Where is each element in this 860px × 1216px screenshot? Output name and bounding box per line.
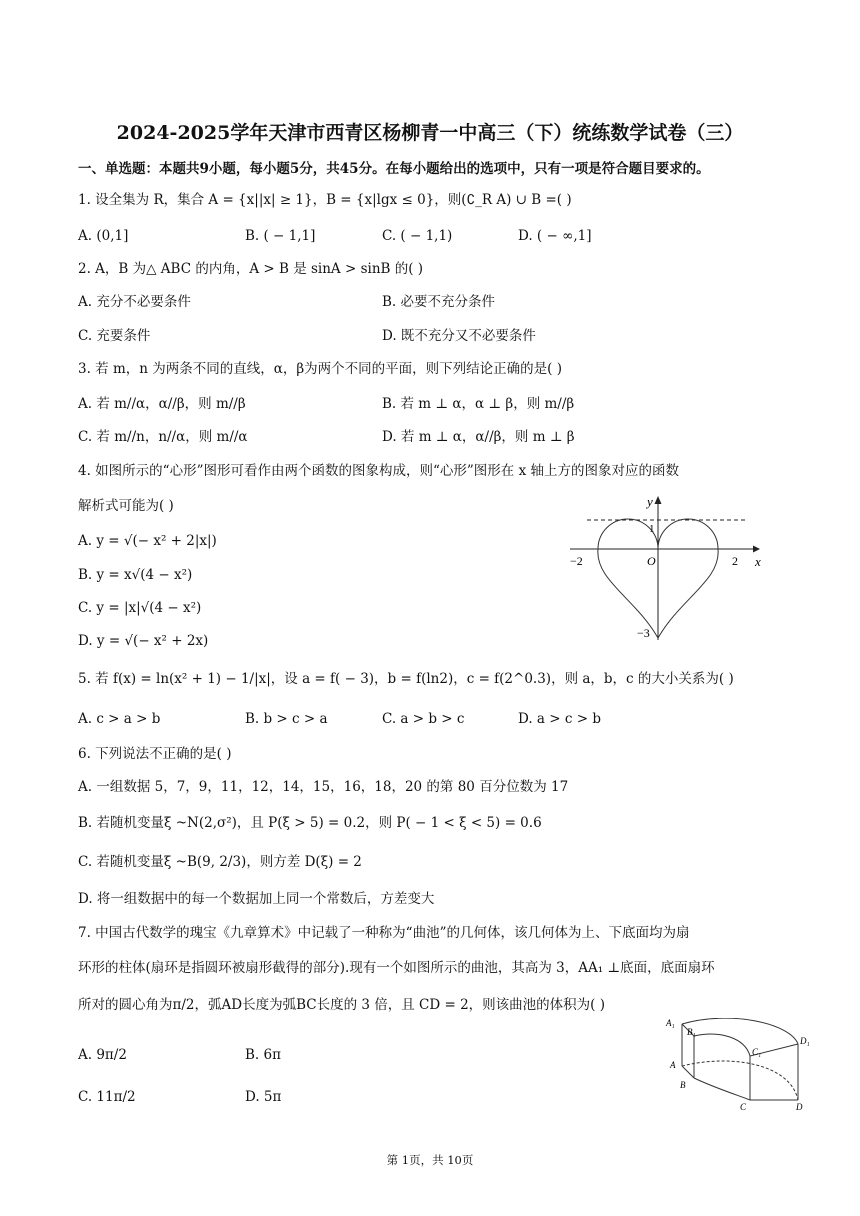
- q3-option-b: B. 若 m ⊥ α，α ⊥ β，则 m//β: [382, 396, 575, 412]
- y-axis-label: y: [647, 494, 653, 509]
- q2-option-d: D. 既不充分又不必要条件: [382, 328, 536, 344]
- heart-upper-right: [658, 519, 718, 549]
- q4-option-c: C. y = |x|√(4 − x²): [78, 600, 202, 616]
- q1-option-a: A. (0,1]: [78, 228, 129, 244]
- q4-option-d: D. y = √(− x² + 2x): [78, 633, 209, 649]
- page-title: 2024-2025学年天津市西青区杨柳青一中高三（下）统练数学试卷（三）: [116, 122, 744, 144]
- heart-figure: [565, 490, 770, 645]
- y-axis-arrow: [655, 496, 662, 504]
- q3-option-a: A. 若 m//α，α//β，则 m//β: [78, 396, 246, 412]
- page-footer: 第 1页，共 10页: [386, 1153, 474, 1167]
- q6-option-a: A. 一组数据 5，7，9，11，12，14，15，16，18，20 的第 80 百分位数为 17: [78, 779, 569, 795]
- top-inner-arc: [694, 1034, 750, 1056]
- q5-option-d: D. a > c > b: [518, 711, 601, 727]
- q5-option-b: B. b > c > a: [245, 711, 328, 727]
- question-7-line3: 所对的圆心角为π/2，弧AD长度为弧BC长度的 3 倍，且 CD = 2，则该曲池的体积为( ): [78, 997, 606, 1013]
- question-4-stem-line1: 4. 如图所示的“心形”图形可看作由两个函数的图象构成，则“心形”图形在 x 轴上方的图象对应的函数: [78, 463, 679, 479]
- question-1-stem: 1. 设全集为 R，集合 A = {x||x| ≥ 1}，B = {x|lgx ≤ 0}，则(∁_R A) ∪ B =( ): [78, 192, 572, 208]
- q4-option-a: A. y = √(− x² + 2|x|): [78, 533, 217, 549]
- label-d1: D₁: [800, 1036, 810, 1046]
- section-heading: 一、单选题：本题共9小题，每小题5分，共45分。在每小题给出的选项中，只有一项是符合题目要求的。: [78, 161, 710, 177]
- label-c: C: [740, 1102, 747, 1112]
- question-5-stem: 5. 若 f(x) = ln(x² + 1) − 1/|x|，设 a = f( − 3)，b = f(ln2)，c = f(2^0.3)，则 a，b，c 的大小关系为( ): [78, 671, 734, 687]
- label-b1: B₁: [687, 1027, 696, 1037]
- q1-option-b: B. ( − 1,1]: [245, 228, 316, 244]
- question-4-stem-line2: 解析式可能为( ): [78, 498, 174, 514]
- tick-label-1: 1: [649, 523, 655, 535]
- q4-option-b: B. y = x√(4 − x²): [78, 567, 193, 583]
- q5-option-c: C. a > b > c: [382, 711, 465, 727]
- q1-option-c: C. ( − 1,1): [382, 228, 453, 244]
- q7-option-a: A. 9π/2: [78, 1047, 127, 1063]
- heart-lower-right: [658, 549, 718, 638]
- q2-option-c: C. 充要条件: [78, 328, 151, 344]
- origin-label: O: [647, 554, 656, 568]
- tick-label-neg2: −2: [570, 554, 583, 568]
- question-2-stem: 2. A，B 为△ ABC 的内角，A > B 是 sinA > sinB 的( ): [78, 261, 424, 277]
- q3-option-c: C. 若 m//n，n//α，则 m//α: [78, 429, 248, 445]
- tick-label-neg3: −3: [637, 626, 650, 640]
- question-3-stem: 3. 若 m，n 为两条不同的直线，α，β为两个不同的平面，则下列结论正确的是( ): [78, 361, 562, 377]
- question-7-line2: 环形的柱体(扇环是指圆环被扇形截得的部分).现有一个如图所示的曲池，其高为 3，AA₁ ⊥底面，底面扇环: [78, 960, 715, 976]
- label-d: D: [796, 1102, 803, 1112]
- x-axis-label: x: [755, 554, 761, 569]
- question-7-line1: 7. 中国古代数学的瑰宝《九章算术》中记载了一种称为“曲池”的几何体，该几何体为上、下底面均为扇: [78, 925, 690, 941]
- label-c1: C₁: [752, 1047, 762, 1057]
- q2-option-b: B. 必要不充分条件: [382, 294, 496, 310]
- top-outer-arc: [682, 1018, 798, 1044]
- tick-label-2: 2: [732, 554, 738, 568]
- q7-option-d: D. 5π: [245, 1089, 282, 1105]
- q5-option-a: A. c > a > b: [78, 711, 161, 727]
- bottom-inner-arc: [694, 1078, 750, 1100]
- q2-option-a: A. 充分不必要条件: [78, 294, 191, 310]
- curved-pool-figure: [660, 1018, 820, 1118]
- x-axis-arrow: [753, 546, 760, 553]
- q6-option-c: C. 若随机变量ξ ~B(9, 2/3)，则方差 D(ξ) = 2: [78, 854, 362, 870]
- q6-option-b: B. 若随机变量ξ ~N(2,σ²)，且 P(ξ > 5) = 0.2，则 P( − 1 < ξ < 5) = 0.6: [78, 815, 542, 831]
- label-a: A: [670, 1060, 676, 1070]
- label-b: B: [680, 1080, 686, 1090]
- q7-option-c: C. 11π/2: [78, 1089, 136, 1105]
- q3-option-d: D. 若 m ⊥ α，α//β，则 m ⊥ β: [382, 429, 575, 445]
- edge-a-b: [682, 1066, 694, 1078]
- q6-option-d: D. 将一组数据中的每一个数据加上同一个常数后，方差变大: [78, 891, 435, 907]
- label-a1: A₁: [666, 1018, 675, 1028]
- question-6-stem: 6. 下列说法不正确的是( ): [78, 746, 232, 762]
- q1-option-d: D. ( − ∞,1]: [518, 228, 592, 244]
- q7-option-b: B. 6π: [245, 1047, 281, 1063]
